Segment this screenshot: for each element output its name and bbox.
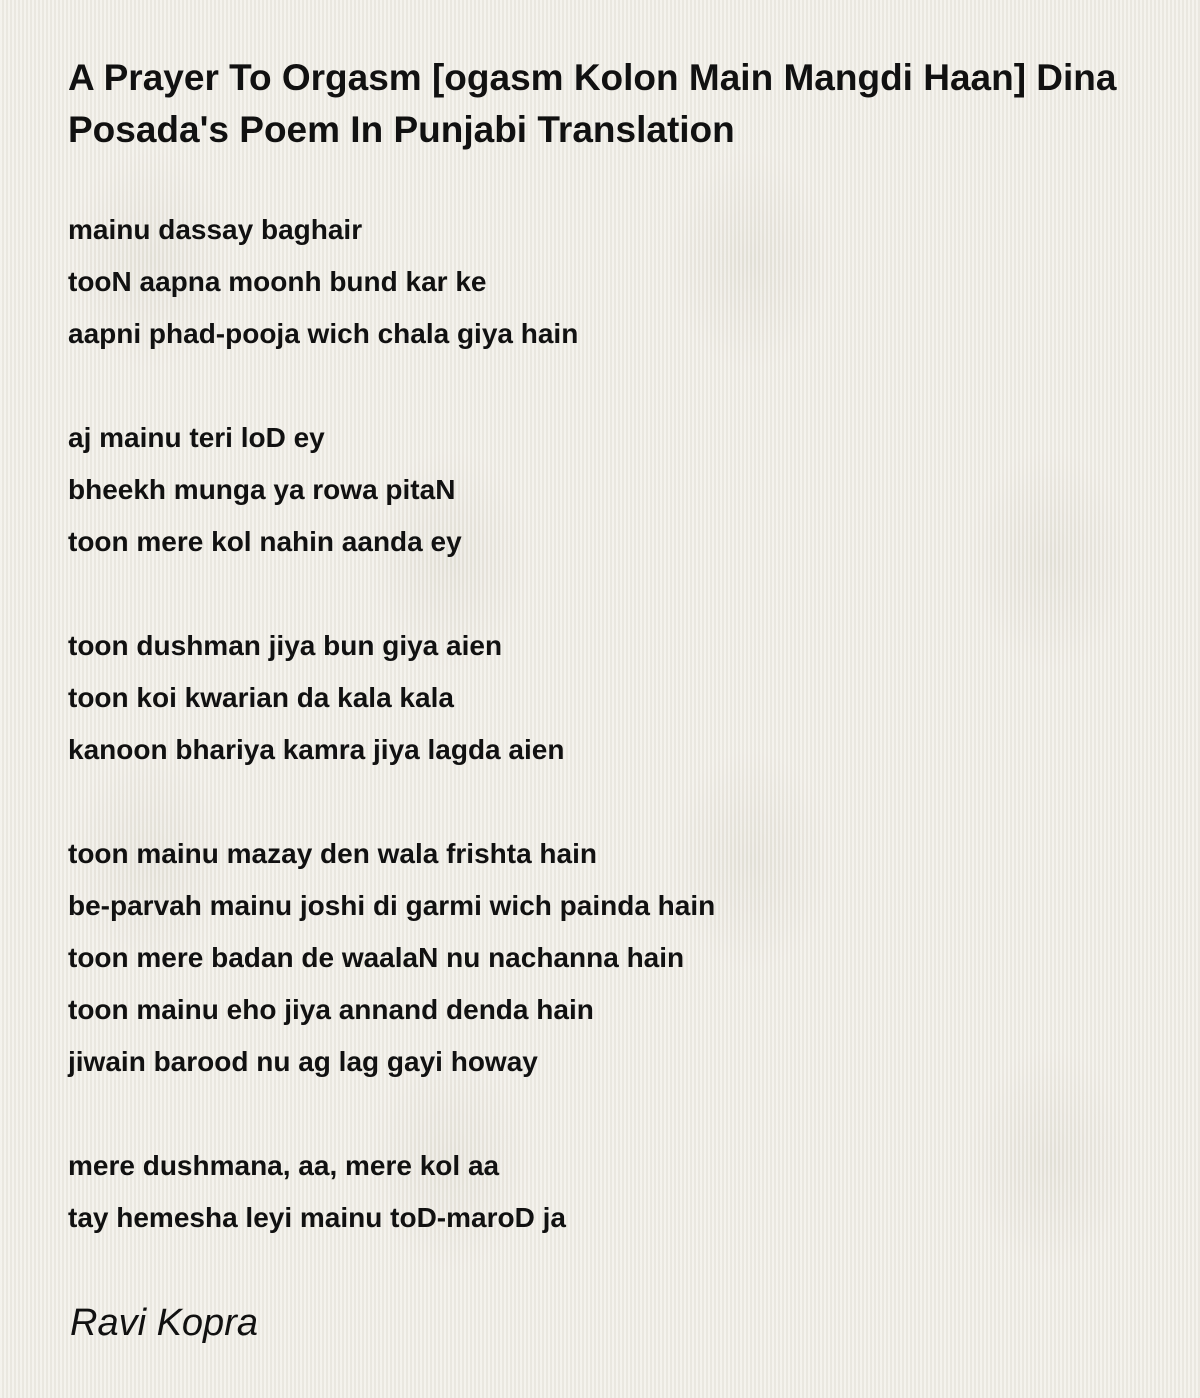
- poem-line: mere dushmana, aa, mere kol aa: [68, 1150, 500, 1181]
- poem-line: mainu dassay baghair: [68, 214, 363, 245]
- poem-body: [68, 204, 1148, 1244]
- poem-page: [68, 52, 1148, 1296]
- poem-line: toon mere badan de waalaN nu nachanna hain: [68, 942, 685, 973]
- poem-title: A Prayer To Orgasm [ogasm Kolon Main Mangdi Haan] Dina Posada's Poem In Punjabi Translation: [68, 57, 1117, 150]
- stanza: [68, 620, 1148, 776]
- poem-line: toon mainu mazay den wala frishta hain: [68, 838, 597, 869]
- poem-line: tay hemesha leyi mainu toD-maroD ja: [68, 1202, 566, 1233]
- poem-line: toon koi kwarian da kala kala: [68, 682, 454, 713]
- author-name: Ravi Kopra: [70, 1302, 258, 1344]
- poem-line: aapni phad-pooja wich chala giya hain: [68, 318, 579, 349]
- poem-line: bheekh munga ya rowa pitaN: [68, 474, 456, 505]
- poem-line: toon mere kol nahin aanda ey: [68, 526, 462, 557]
- poem-line: toon dushman jiya bun giya aien: [68, 630, 503, 661]
- poem-line: aj mainu teri loD ey: [68, 422, 325, 453]
- stanza: [68, 828, 1148, 1088]
- stanza: [68, 204, 1148, 360]
- poem-line: tooN aapna moonh bund kar ke: [68, 266, 487, 297]
- stanza: [68, 1140, 1148, 1244]
- poem-line: toon mainu eho jiya annand denda hain: [68, 994, 594, 1025]
- poem-line: be-parvah mainu joshi di garmi wich painda hain: [68, 890, 716, 921]
- poem-line: kanoon bhariya kamra jiya lagda aien: [68, 734, 565, 765]
- poem-line: jiwain barood nu ag lag gayi howay: [68, 1046, 538, 1077]
- stanza: [68, 412, 1148, 568]
